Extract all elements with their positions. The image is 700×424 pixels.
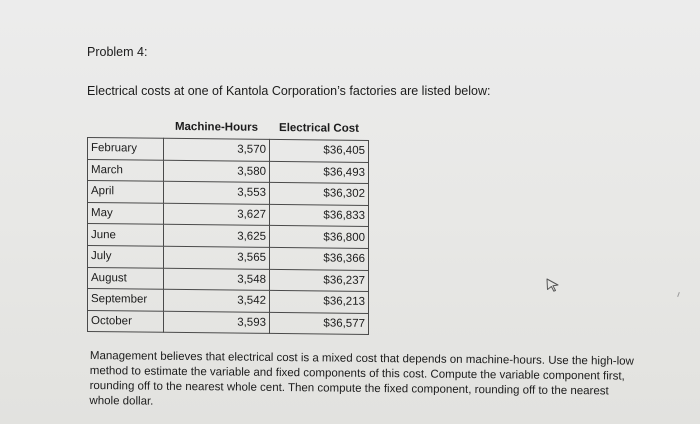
month-cell: September (88, 289, 164, 311)
header-month (88, 115, 164, 138)
month-cell: October (88, 310, 164, 332)
table-row (88, 159, 369, 184)
electrical-cost-cell: $36,800 (270, 226, 369, 249)
intro-text: Electrical costs at one of Kantola Corporation’s factories are listed below: (87, 84, 491, 98)
month-cell: February (88, 138, 164, 160)
table-row (88, 267, 369, 292)
month-cell: March (88, 159, 164, 181)
header-electrical-cost: Electrical Cost (279, 122, 359, 135)
electrical-cost-cell: $36,213 (270, 291, 369, 314)
table-row (88, 138, 369, 163)
month-cell: August (88, 267, 164, 289)
problem-title: Problem 4: (87, 45, 148, 59)
electrical-cost-cell: $36,302 (270, 183, 369, 206)
table-row (88, 310, 369, 335)
table-row (88, 181, 369, 206)
machine-hours-cell: 3,548 (164, 268, 270, 291)
table-row (88, 224, 369, 249)
instructions-paragraph: Management believes that electrical cost is a mixed cost that depends on machine-hours. Use the high-low method to estimate the variable and fixed components of this cost. Compute the variable component first, rounding off to the nearest whole cent. Then compute the fixed component, rounding off to the nearest whole dollar. (89, 349, 634, 408)
stray-mark (677, 292, 680, 297)
electrical-cost-cell: $36,405 (270, 139, 369, 162)
machine-hours-cell: 3,570 (164, 138, 270, 161)
table-row (88, 245, 369, 270)
electrical-cost-cell: $36,366 (270, 247, 369, 270)
cost-table (87, 115, 369, 335)
machine-hours-cell: 3,593 (164, 311, 270, 334)
header-machine-hours: Machine-Hours (174, 120, 259, 134)
electrical-cost-cell: $36,577 (270, 312, 369, 335)
table-row (88, 202, 369, 227)
month-cell: July (88, 245, 164, 267)
machine-hours-cell: 3,625 (164, 225, 270, 248)
month-cell: May (88, 202, 164, 224)
table-header-row (88, 115, 369, 140)
month-cell: June (88, 224, 164, 246)
table-row (88, 289, 369, 314)
machine-hours-cell: 3,580 (164, 160, 270, 183)
machine-hours-cell: 3,542 (164, 289, 270, 312)
electrical-cost-cell: $36,493 (270, 161, 369, 184)
electrical-cost-cell: $36,833 (270, 204, 369, 227)
machine-hours-cell: 3,553 (164, 181, 270, 204)
month-cell: April (88, 181, 164, 203)
machine-hours-cell: 3,627 (164, 203, 270, 226)
mouse-pointer-icon (546, 278, 562, 297)
machine-hours-cell: 3,565 (164, 246, 270, 269)
electrical-cost-cell: $36,237 (270, 269, 369, 292)
